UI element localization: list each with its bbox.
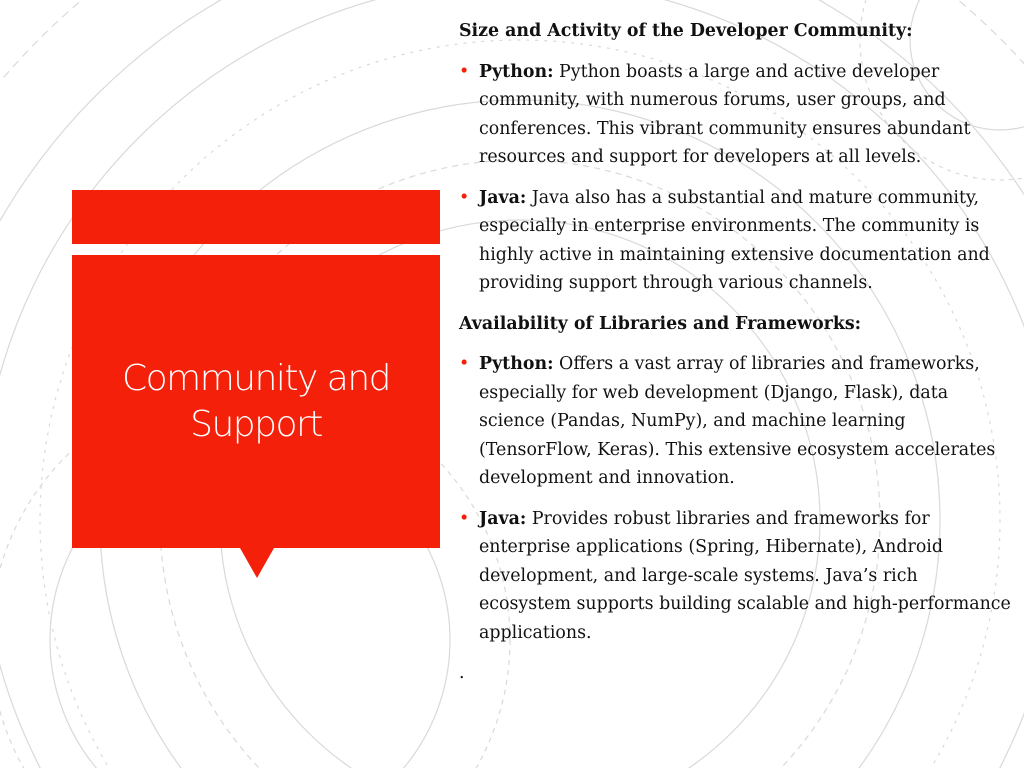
bullet-text: Java also has a substantial and mature community, especially in enterprise environments. The community is highly active in maintaining extensive documentation and providing support through various channels. xyxy=(479,187,990,293)
bullet-dot: • xyxy=(459,354,470,374)
bullet-term: Java: xyxy=(479,187,527,208)
slide-content xyxy=(459,17,1014,688)
bullet-dot: • xyxy=(459,508,470,529)
bullet-text: Python boasts a large and active developer community, with numerous forums, user groups, and conferences. This vibrant community ensures abundant resources and support for developers at all levels. xyxy=(479,61,971,167)
section-heading-community: Size and Activity of the Developer Community: xyxy=(459,21,913,41)
bullet-dot: • xyxy=(459,187,470,208)
title-box xyxy=(72,255,440,548)
bullet-term: Java: xyxy=(479,508,527,529)
bullet-term: Python: xyxy=(479,61,554,82)
section-heading-libraries: Availability of Libraries and Frameworks: xyxy=(459,313,862,334)
bullet-text: Provides robust libraries and frameworks for enterprise applications (Spring, Hibernate), Android development, and large-scale systems. Java’s rich ecosystem supports building scalable and high-performance applications. xyxy=(479,508,1011,643)
accent-bar xyxy=(72,190,440,244)
bullet-term: Python: xyxy=(479,354,554,374)
bullet-text: Offers a vast array of libraries and frameworks, especially for web development (Django, Flask), data science (Pandas, NumPy), and machine learning (TensorFlow, Keras). This extensive ecosystem accelerates development and innovation. xyxy=(479,354,996,488)
bullet-dot: • xyxy=(459,61,470,82)
title-pointer xyxy=(240,548,274,578)
bullet-python-libraries xyxy=(459,350,1014,493)
bullet-java-libraries xyxy=(459,505,1014,648)
trailing-period: . xyxy=(459,663,465,683)
bullet-python-community xyxy=(459,58,1014,172)
bullet-java-community xyxy=(459,184,1014,298)
slide-title: Community and Support xyxy=(121,357,391,445)
